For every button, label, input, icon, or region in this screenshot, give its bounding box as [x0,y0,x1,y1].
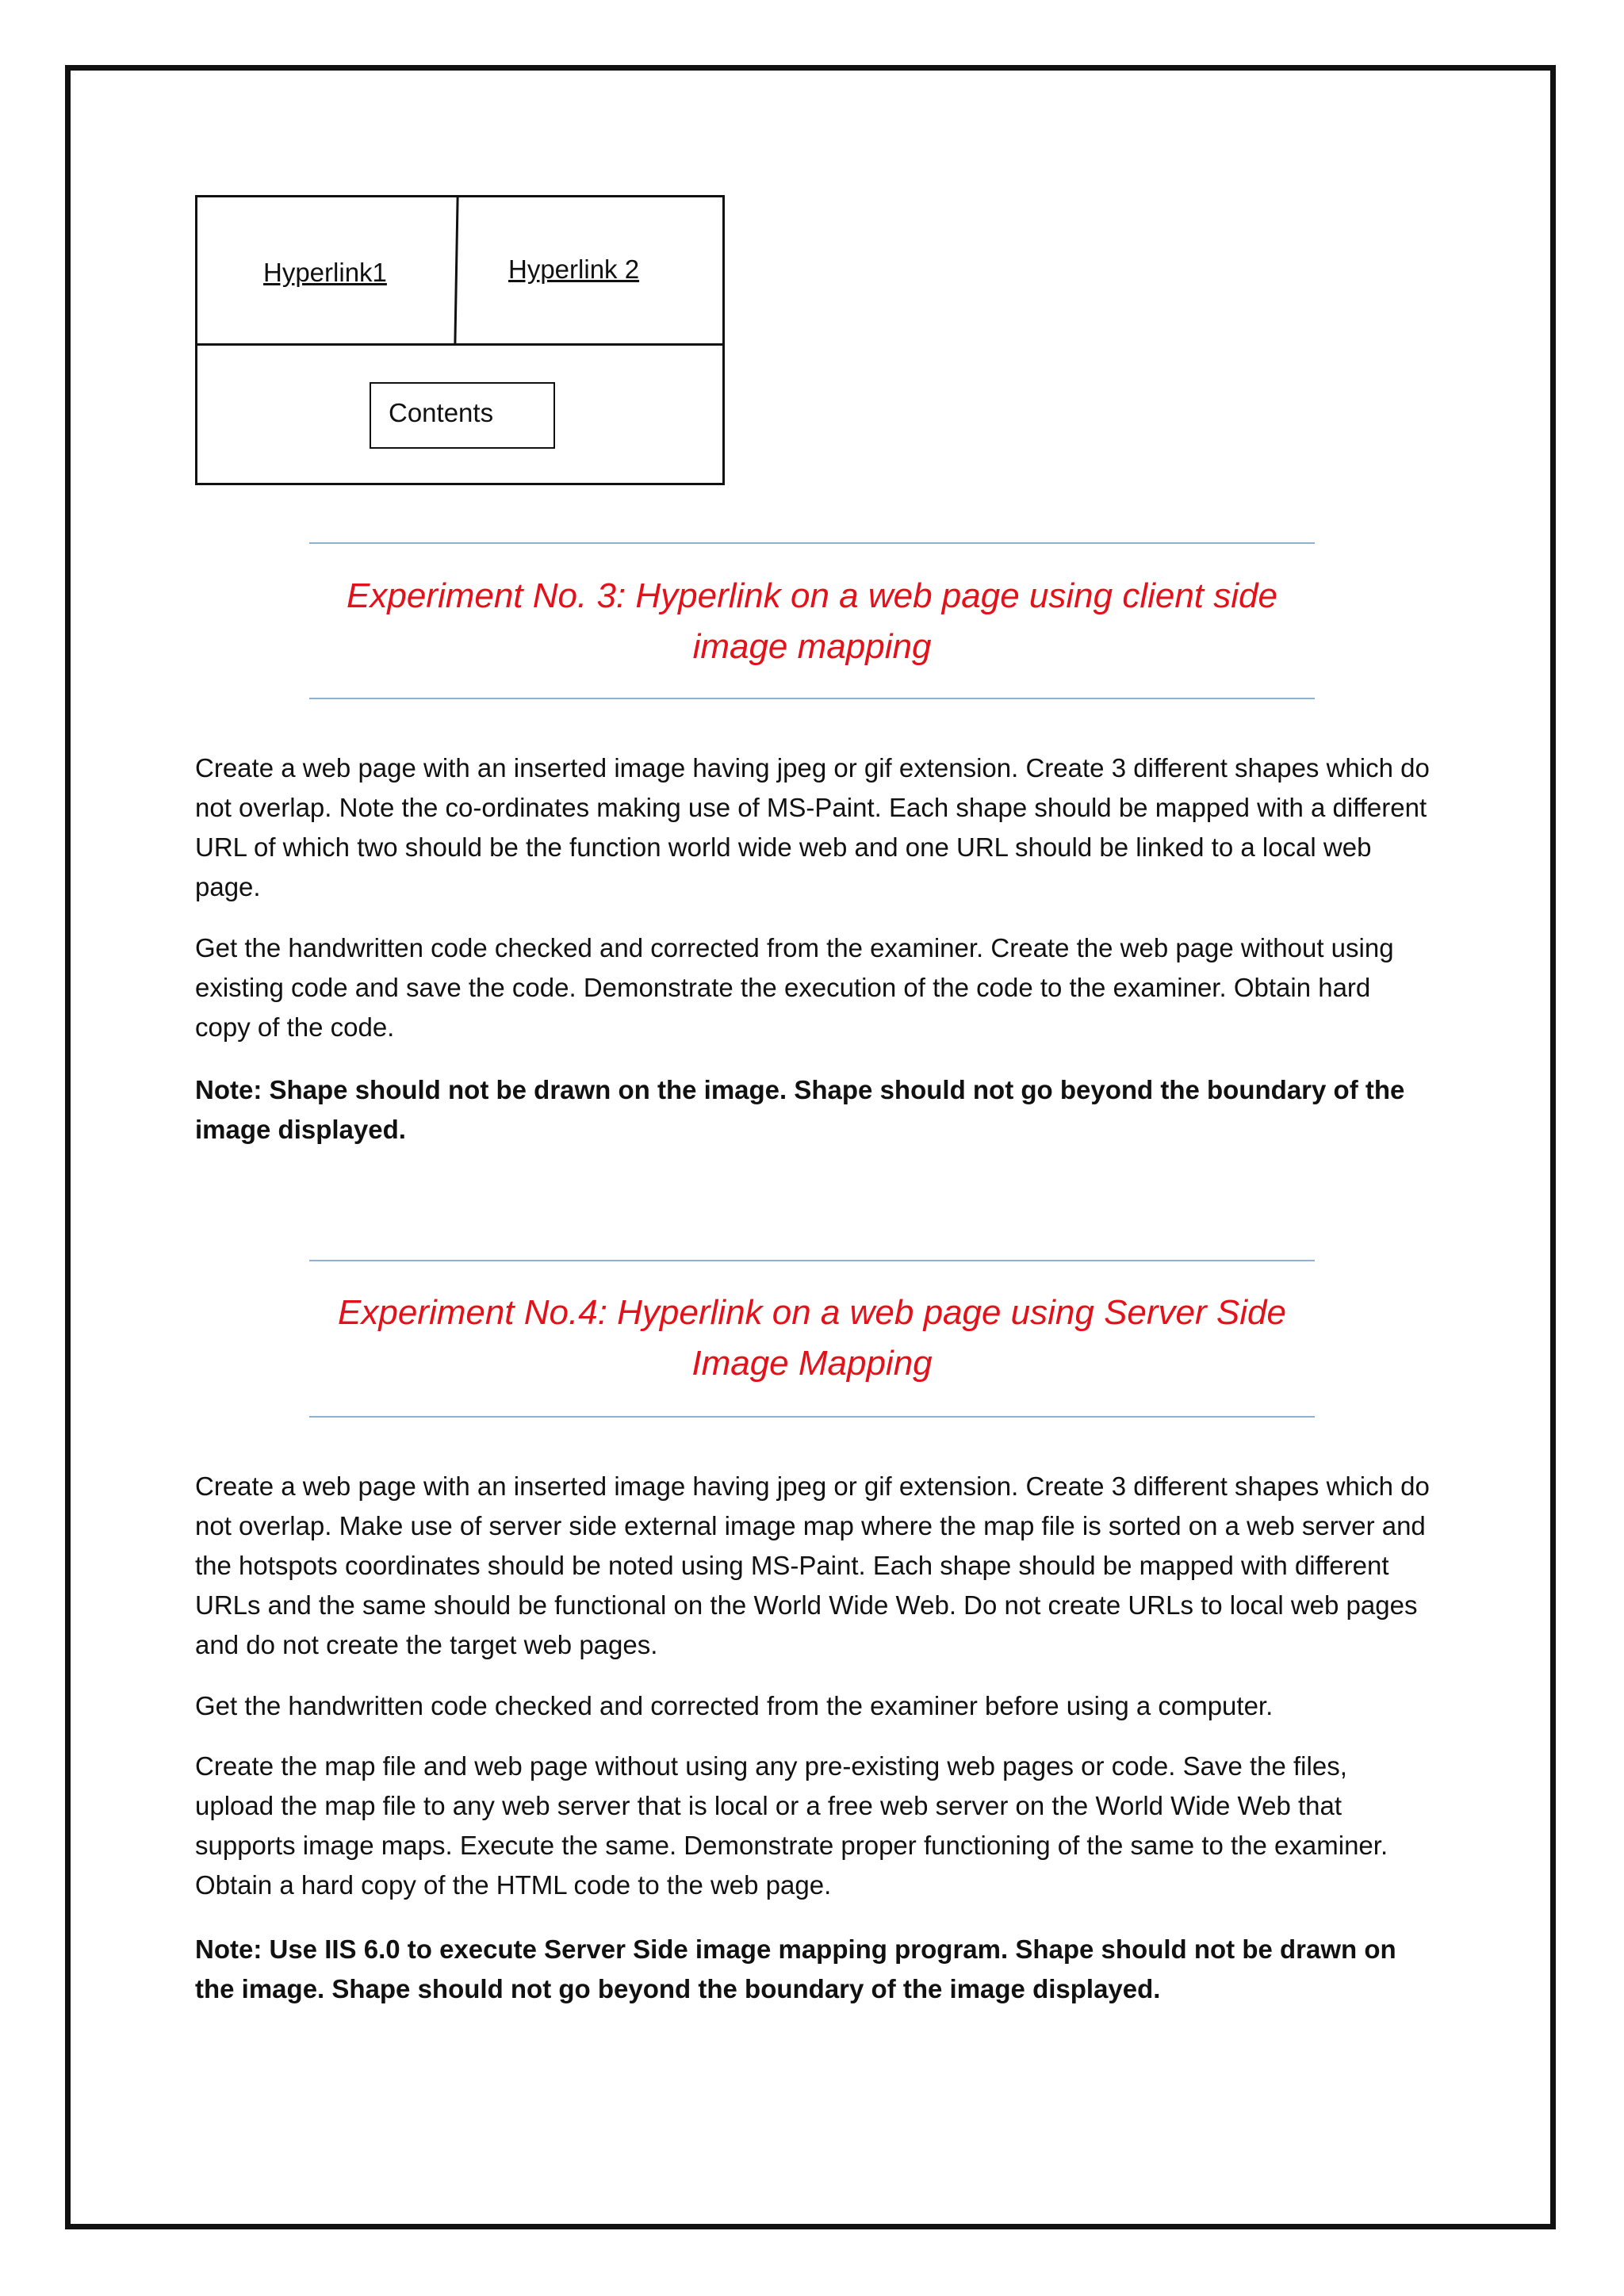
exp4-title [309,1288,1315,1389]
exp4-bottom-rule [309,1416,1315,1418]
exp3-title-line2: image mapping [692,627,932,666]
exp3-bottom-rule [309,698,1315,699]
exp3-paragraph-2: Get the handwritten code checked and corrected from the examiner. Create the web page without using existing code and save the code. Demonstrate the execution of the code to the examiner. Obtain hard copy of the code. [195,933,1394,1042]
diagram-horizontal-divider [197,343,722,346]
layout-diagram [195,195,725,485]
diagram-vertical-divider [454,197,458,343]
exp4-title-line2: Image Mapping [691,1344,933,1383]
contents-label: Contents [389,398,494,427]
exp3-title-line1: Experiment No. 3: Hyperlink on a web page using client side [347,576,1277,615]
exp3-top-rule [309,542,1315,544]
exp3-title [309,571,1315,672]
exp4-paragraph-1: Create a web page with an inserted image having jpeg or gif extension. Create 3 different shapes which do not overlap. Make use of server side external image map where the map file is sorted on a web server and the hotspots coordinates should be noted using MS-Paint. Each shape should be mapped with different URLs and the same should be functional on the World Wide Web. Do not create URLs to local web pages and do not create the target web pages. [195,1471,1430,1659]
hyperlink1-link[interactable]: Hyperlink1 [263,258,387,287]
contents-box [370,382,555,449]
hyperlink2-link[interactable]: Hyperlink 2 [508,254,640,284]
exp4-top-rule [309,1260,1315,1261]
exp3-paragraph-1: Create a web page with an inserted image having jpeg or gif extension. Create 3 different shapes which do not overlap. Note the co-ordinates making use of MS-Paint. Each shape should be mapped with a different URL of which two should be the function world wide web and one URL should be linked to a local web page. [195,753,1430,901]
exp4-paragraph-3: Create the map file and web page without using any pre-existing web pages or code. Save the files, upload the map file to any web server that is local or a free web server on the World Wide Web that supports image maps. Execute the same. Demonstrate proper functioning of the same to the examiner. Obtain a hard copy of the HTML code to the web page. [195,1751,1388,1900]
exp4-note: Note: Use IIS 6.0 to execute Server Side image mapping program. Shape should not be drawn on the image. Shape should not go beyond the boundary of the image displayed. [195,1934,1396,2003]
exp3-note: Note: Shape should not be drawn on the image. Shape should not go beyond the boundary of the image displayed. [195,1075,1405,1144]
exp4-title-line1: Experiment No.4: Hyperlink on a web page using Server Side [338,1293,1286,1332]
exp4-paragraph-2: Get the handwritten code checked and corrected from the examiner before using a computer. [195,1691,1274,1720]
